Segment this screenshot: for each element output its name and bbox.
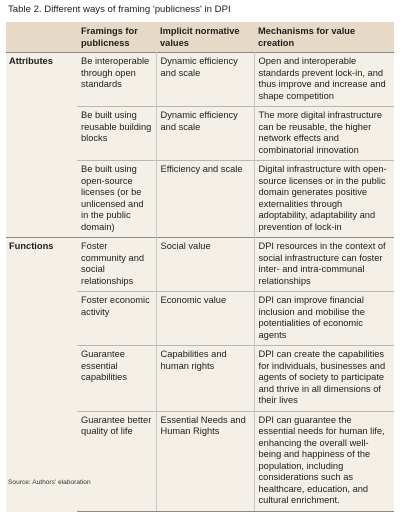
table-row (6, 238, 394, 292)
framing-cell: Be interoperable through open standards (77, 53, 156, 107)
framing-cell: Guarantee better quality of life (77, 411, 156, 511)
group-label-functions: Functions (6, 238, 77, 512)
value-cell: Essential Needs and Human Rights (156, 411, 254, 511)
table-header-row (6, 22, 394, 53)
mechanism-cell: DPI can create the capabilities for individuals, businesses and agents of society to participate and thrive in all dimensions of their lives (254, 346, 394, 412)
mechanism-cell: The more digital infrastructure can be reusable, the higher network effects and combinatorial innovation (254, 107, 394, 161)
value-cell: Social value (156, 238, 254, 292)
framing-cell: Foster community and social relationships (77, 238, 156, 292)
header-values: Implicit normative values (156, 22, 254, 53)
source-note: Source: Authors' elaboration (8, 479, 91, 486)
framing-cell: Guarantee essential capabilities (77, 346, 156, 412)
value-cell: Economic value (156, 292, 254, 346)
mechanism-cell: DPI resources in the context of social infrastructure can foster inter- and intra-communal relationships (254, 238, 394, 292)
header-framings: Framings for publicness (77, 22, 156, 53)
framing-table (6, 22, 394, 512)
table-caption: Table 2. Different ways of framing 'publicness' in DPI (8, 4, 231, 15)
header-group (6, 22, 77, 53)
framing-cell: Foster economic activity (77, 292, 156, 346)
header-mechanisms: Mechanisms for value creation (254, 22, 394, 53)
framing-cell: Be built using reusable building blocks (77, 107, 156, 161)
mechanism-cell: DPI can guarantee the essential needs for human life, enhancing the overall well-being and happiness of the population, including considerations such as healthcare, education, and cultural enrichment. (254, 411, 394, 511)
value-cell: Efficiency and scale (156, 161, 254, 238)
mechanism-cell: Digital infrastructure with open-source licenses or in the public domain generates positive externalities through adoptability, adaptability and prevention of lock-in (254, 161, 394, 238)
mechanism-cell: Open and interoperable standards prevent lock-in, and thus improve and increase and shape competition (254, 53, 394, 107)
value-cell: Dynamic efficiency and scale (156, 53, 254, 107)
group-label-attributes: Attributes (6, 53, 77, 238)
value-cell: Capabilities and human rights (156, 346, 254, 412)
mechanism-cell: DPI can improve financial inclusion and mobilise the potentialities of economic agents (254, 292, 394, 346)
table-row (6, 53, 394, 107)
value-cell: Dynamic efficiency and scale (156, 107, 254, 161)
framing-cell: Be built using open-source licenses (or be unlicensed and in the public domain) (77, 161, 156, 238)
